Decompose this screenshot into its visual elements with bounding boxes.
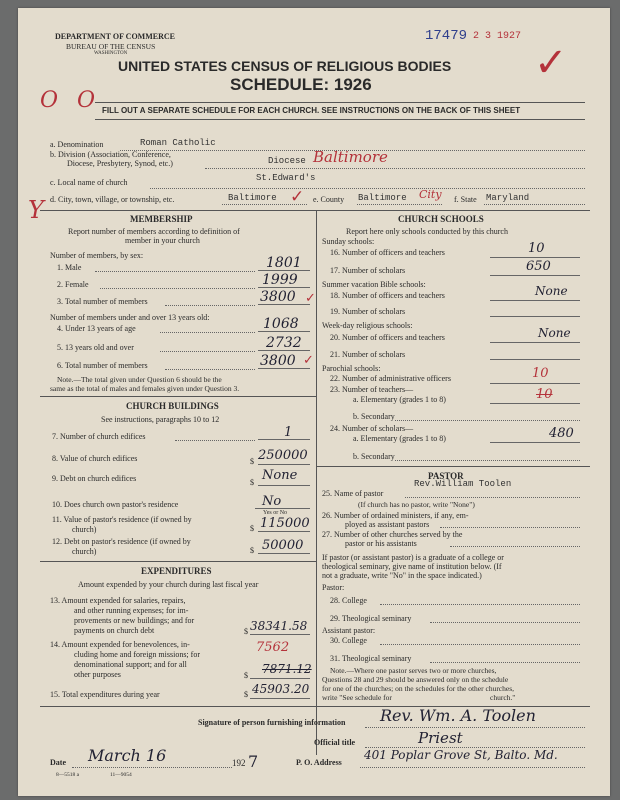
summer-heading: Summer vacation Bible schools: bbox=[322, 280, 426, 289]
q6-check-icon: ✓ bbox=[303, 353, 314, 368]
q19-label: 19. Number of scholars bbox=[330, 307, 406, 316]
rule bbox=[40, 210, 590, 211]
rule bbox=[95, 102, 585, 103]
q3-check-icon: ✓ bbox=[305, 291, 316, 306]
city-value[interactable]: Baltimore bbox=[228, 193, 277, 203]
q13-label-4: payments on church debt bbox=[74, 626, 155, 635]
q9-dollar: $ bbox=[250, 478, 254, 487]
q30-label: 30. College bbox=[330, 636, 367, 645]
q3-value[interactable]: 3800 bbox=[260, 289, 296, 305]
q16-value[interactable]: 10 bbox=[528, 241, 545, 256]
q31-label: 31. Theological seminary bbox=[330, 654, 412, 663]
q22-line bbox=[490, 383, 580, 384]
state-line bbox=[484, 204, 585, 205]
schools-title: CHURCH SCHOOLS bbox=[398, 214, 484, 224]
county-value[interactable]: Baltimore bbox=[358, 193, 407, 203]
q11-label-2: church) bbox=[72, 525, 97, 534]
denomination-value[interactable]: Roman Catholic bbox=[140, 138, 216, 148]
graduate-note-2: theological seminary, give name of institution below. (If bbox=[322, 562, 502, 571]
year-printed: 192 bbox=[232, 758, 246, 768]
q8-dollar: $ bbox=[250, 457, 254, 466]
state-value[interactable]: Maryland bbox=[486, 193, 530, 203]
q14-label-3: denominational support; and for all bbox=[74, 660, 187, 669]
sunday-heading: Sunday schools: bbox=[322, 237, 375, 246]
address-line bbox=[360, 767, 585, 768]
rule bbox=[40, 561, 316, 562]
q10-value[interactable]: No bbox=[262, 494, 282, 509]
rule bbox=[40, 396, 316, 397]
date-line bbox=[72, 767, 232, 768]
assistant-sub-label: Assistant pastor: bbox=[322, 626, 376, 635]
q26-label: 26. Number of ordained ministers, if any, em- bbox=[322, 511, 469, 520]
county-handwritten: City bbox=[419, 188, 442, 201]
rule bbox=[95, 119, 585, 120]
q23a-line bbox=[490, 403, 580, 404]
form-number: 8—5518 a bbox=[56, 772, 80, 778]
pastor-title: PASTOR bbox=[428, 471, 464, 481]
date-stamp: 2 3 1927 bbox=[473, 31, 522, 42]
q23a-value[interactable]: 10 bbox=[536, 387, 553, 402]
local-name-label: c. Local name of church bbox=[50, 178, 128, 187]
q14-label: 14. Amount expended for benevolences, in- bbox=[50, 640, 190, 649]
division-handwritten-value: Baltimore bbox=[313, 148, 388, 166]
membership-note-2: same as the total of males and females given under Question 3. bbox=[50, 384, 240, 393]
q23a-label: a. Elementary (grades 1 to 8) bbox=[353, 395, 446, 404]
pastor-note-4: write "See schedule for bbox=[322, 693, 392, 702]
q28-line bbox=[380, 604, 580, 605]
pastor-note-3: for one of the churches; on the schedules for the other churches, bbox=[322, 684, 515, 693]
q8-label: 8. Value of church edifices bbox=[52, 454, 138, 463]
official-title-value[interactable]: Priest bbox=[418, 729, 463, 747]
q26-label-2: ployed as assistant pastors bbox=[345, 520, 430, 529]
pastor-sub-label: Pastor: bbox=[322, 583, 345, 592]
official-title-label: Official title bbox=[314, 738, 356, 747]
form-number-2: 11—9054 bbox=[110, 772, 132, 778]
q24-label: 24. Number of scholars— bbox=[330, 424, 414, 433]
q17-value[interactable]: 650 bbox=[526, 259, 551, 274]
q18-line bbox=[490, 300, 580, 301]
graduate-note: If pastor (or assistant pastor) is a graduate of a college or bbox=[322, 553, 504, 562]
schedule-title: SCHEDULE: 1926 bbox=[230, 75, 372, 94]
date-label: Date bbox=[50, 758, 66, 767]
age-heading: Number of members under and over 13 years old: bbox=[50, 313, 210, 322]
year-value[interactable]: 7 bbox=[248, 752, 259, 771]
q17-label: 17. Number of scholars bbox=[330, 266, 406, 275]
state-label: f. State bbox=[454, 195, 477, 204]
graduate-note-3: not a graduate, write "No" in the space indicated.) bbox=[322, 571, 482, 580]
q29-line bbox=[430, 622, 580, 623]
q13-dollar: $ bbox=[244, 627, 248, 636]
local-name-line bbox=[150, 188, 585, 189]
q2-value[interactable]: 1999 bbox=[262, 272, 298, 288]
q15-label: 15. Total expenditures during year bbox=[50, 690, 160, 699]
q16-line bbox=[490, 257, 580, 258]
signature-label: Signature of person furnishing information bbox=[198, 718, 346, 727]
leader bbox=[160, 332, 255, 333]
membership-note: Note.—The total given under Question 6 should be the bbox=[57, 375, 222, 384]
leader bbox=[165, 369, 255, 370]
division-line bbox=[205, 168, 585, 169]
q25-label: 25. Name of pastor bbox=[322, 489, 384, 498]
q6-label: 6. Total number of members bbox=[57, 361, 148, 370]
check-mark-icon: ✓ bbox=[534, 40, 568, 86]
q13-value[interactable]: 38341.58 bbox=[250, 619, 308, 633]
local-name-value[interactable]: St.Edward's bbox=[256, 173, 316, 183]
q14-line bbox=[250, 678, 310, 679]
q5-label: 5. 13 years old and over bbox=[57, 343, 134, 352]
q9-line bbox=[258, 485, 310, 486]
q24a-line bbox=[490, 442, 580, 443]
pastor-note: Note.—Where one pastor serves two or more churches, bbox=[330, 666, 497, 675]
q23-label: 23. Number of teachers— bbox=[330, 385, 414, 394]
q24a-value[interactable]: 480 bbox=[549, 426, 574, 441]
q18-label: 18. Number of officers and teachers bbox=[330, 291, 445, 300]
q11-dollar: $ bbox=[250, 524, 254, 533]
q25-line bbox=[405, 497, 580, 498]
q17-line bbox=[490, 275, 580, 276]
expenditures-title: EXPENDITURES bbox=[141, 566, 212, 576]
q8-value[interactable]: 250000 bbox=[258, 448, 308, 463]
sex-heading: Number of members, by sex: bbox=[50, 251, 144, 260]
q25-note: (If church has no pastor, write "None") bbox=[358, 500, 475, 509]
yes-no-hint: Yes or No bbox=[263, 510, 288, 516]
q23b-label: b. Secondary bbox=[353, 412, 395, 421]
buildings-title: CHURCH BUILDINGS bbox=[126, 401, 219, 411]
q13-label-2: and other running expenses; for im- bbox=[74, 606, 189, 615]
q6-value[interactable]: 3800 bbox=[260, 353, 296, 369]
serial-number: 17479 bbox=[425, 28, 468, 44]
q12-label: 12. Debt on pastor's residence (if owned by bbox=[52, 537, 191, 546]
city-heading: WASHINGTON bbox=[94, 51, 128, 56]
q10-label: 10. Does church own pastor's residence bbox=[52, 500, 179, 509]
q24b-line bbox=[395, 460, 580, 461]
address-label: P. O. Address bbox=[296, 758, 342, 767]
q20-line bbox=[490, 342, 580, 343]
dept-heading: DEPARTMENT OF COMMERCE bbox=[55, 32, 176, 41]
denomination-label: a. Denomination bbox=[50, 140, 104, 149]
q12-label-2: church) bbox=[72, 547, 97, 556]
q15-line bbox=[250, 698, 310, 699]
q9-label: 9. Debt on church edifices bbox=[52, 474, 137, 483]
corner-mark: Y bbox=[28, 196, 44, 224]
q8-line bbox=[258, 464, 310, 465]
q12-line bbox=[258, 553, 310, 554]
q7-label: 7. Number of church edifices bbox=[52, 432, 146, 441]
weekday-heading: Week-day religious schools: bbox=[322, 321, 413, 330]
pastor-note-5: church." bbox=[490, 693, 516, 702]
q29-label: 29. Theological seminary bbox=[330, 614, 412, 623]
q5-value[interactable]: 2732 bbox=[266, 335, 302, 351]
q25-value[interactable]: Rev.William Toolen bbox=[414, 479, 512, 489]
q20-value[interactable]: None bbox=[538, 326, 571, 340]
county-line bbox=[357, 204, 442, 205]
q13-label: 13. Amount expended for salaries, repairs, bbox=[50, 596, 186, 605]
q14-label-2: cluding home and foreign missions; for bbox=[74, 650, 200, 659]
column-divider bbox=[316, 210, 317, 755]
division-typed-value[interactable]: Diocese bbox=[268, 156, 306, 166]
q12-dollar: $ bbox=[250, 546, 254, 555]
q4-label: 4. Under 13 years of age bbox=[57, 324, 136, 333]
q27-label: 27. Number of other churches served by the bbox=[322, 530, 463, 539]
q16-label: 16. Number of officers and teachers bbox=[330, 248, 445, 257]
q31-line bbox=[430, 662, 580, 663]
q15-value[interactable]: 45903.20 bbox=[252, 682, 310, 696]
parochial-heading: Parochial schools: bbox=[322, 364, 381, 373]
buildings-intro: See instructions, paragraphs 10 to 12 bbox=[101, 415, 220, 424]
membership-title: MEMBERSHIP bbox=[130, 214, 193, 224]
q28-label: 28. College bbox=[330, 596, 367, 605]
q21-line bbox=[490, 359, 580, 360]
city-line bbox=[222, 204, 307, 205]
city-label: d. City, town, village, or township, etc. bbox=[50, 195, 175, 204]
rule bbox=[316, 466, 590, 467]
q22-label: 22. Number of administrative officers bbox=[330, 374, 451, 383]
q23b-line bbox=[395, 420, 580, 421]
leader bbox=[95, 271, 255, 272]
q14-value[interactable]: 7871.12 bbox=[262, 662, 312, 676]
q27-label-2: pastor or his assistants bbox=[345, 539, 417, 548]
schools-intro: Report here only schools conducted by this church bbox=[346, 227, 508, 236]
leader bbox=[175, 440, 255, 441]
q9-value[interactable]: None bbox=[262, 468, 298, 483]
q11-label: 11. Value of pastor's residence (if owned by bbox=[52, 515, 192, 524]
q11-value[interactable]: 115000 bbox=[260, 516, 310, 531]
division-label-2: Diocese, Presbytery, Synod, etc.) bbox=[67, 159, 173, 168]
q13-line bbox=[250, 634, 310, 635]
q14-label-4: other purposes bbox=[74, 670, 121, 679]
city-check-icon: ✓ bbox=[290, 187, 305, 207]
q14-dollar: $ bbox=[244, 671, 248, 680]
q2-label: 2. Female bbox=[57, 280, 89, 289]
q7-value[interactable]: 1 bbox=[284, 425, 293, 440]
membership-intro: Report number of members according to definition of bbox=[68, 227, 240, 236]
division-label: b. Division (Association, Conference, bbox=[50, 150, 171, 159]
q26-line bbox=[440, 527, 580, 528]
q24a-label: a. Elementary (grades 1 to 8) bbox=[353, 434, 446, 443]
expenditures-intro: Amount expended by your church during last fiscal year bbox=[78, 580, 259, 589]
membership-intro-2: member in your church bbox=[125, 236, 200, 245]
signature-line bbox=[365, 727, 585, 728]
bureau-heading: BUREAU OF THE CENSUS bbox=[66, 42, 156, 51]
leader bbox=[160, 351, 255, 352]
pastor-note-2: Questions 28 and 29 should be answered only on the schedule bbox=[322, 675, 509, 684]
q24b-label: b. Secondary bbox=[353, 452, 395, 461]
signature-value[interactable]: Rev. Wm. A. Toolen bbox=[380, 706, 536, 725]
county-label: e. County bbox=[313, 195, 345, 204]
q3-label: 3. Total number of members bbox=[57, 297, 148, 306]
q22-value[interactable]: 10 bbox=[532, 366, 549, 381]
q13-label-3: provements or new buildings; and for bbox=[74, 616, 195, 625]
form-title: UNITED STATES CENSUS OF RELIGIOUS BODIES bbox=[118, 58, 452, 74]
q1-label: 1. Male bbox=[57, 263, 82, 272]
q21-label: 21. Number of scholars bbox=[330, 350, 406, 359]
q20-label: 20. Number of officers and teachers bbox=[330, 333, 445, 342]
q18-value[interactable]: None bbox=[535, 284, 568, 298]
margin-mark: O O bbox=[40, 88, 102, 113]
q19-line bbox=[490, 316, 580, 317]
date-value[interactable]: March 16 bbox=[88, 746, 167, 765]
leader bbox=[165, 305, 255, 306]
q30-line bbox=[380, 644, 580, 645]
leader bbox=[100, 288, 255, 289]
instruction-line: FILL OUT A SEPARATE SCHEDULE FOR EACH CHURCH. SEE INSTRUCTIONS ON THE BACK OF THIS SHEET bbox=[102, 106, 521, 115]
q11-line bbox=[258, 531, 310, 532]
q14-handwritten-note: 7562 bbox=[256, 640, 290, 655]
q15-dollar: $ bbox=[244, 690, 248, 699]
address-value[interactable]: 401 Poplar Grove St, Balto. Md. bbox=[364, 748, 558, 762]
q12-value[interactable]: 50000 bbox=[262, 538, 304, 553]
q1-value[interactable]: 1801 bbox=[266, 255, 302, 271]
q27-line bbox=[450, 546, 580, 547]
q4-value[interactable]: 1068 bbox=[263, 316, 299, 332]
